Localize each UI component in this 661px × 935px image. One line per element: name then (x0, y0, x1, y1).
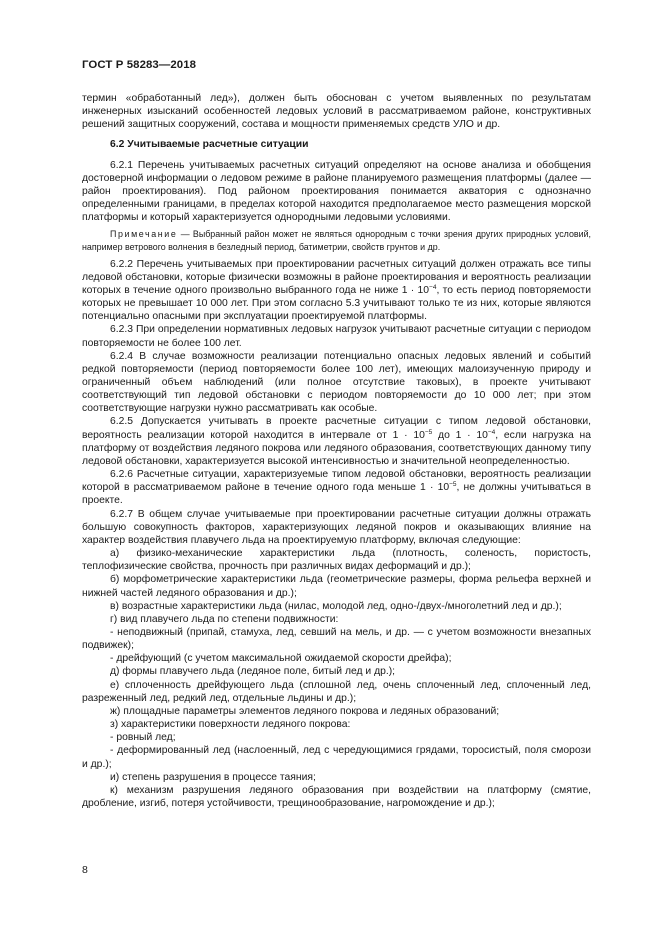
paragraph-6-2-6-part-a: 6.2.6 Расчетные ситуации, характеризуемые типом ледовой обстановки, вероятность реализации которой в рассматриваемом районе в течение одного года меньше 1 · 10 (82, 469, 591, 494)
exponent: −5 (449, 481, 457, 489)
list-item-z-sub-2: - деформированный лед (наслоенный, лед с чередующимися грядами, торосистый, поля сморози и др.); (82, 745, 591, 770)
list-item-g: г) вид плавучего льда по степени подвижности: (110, 613, 339, 625)
list-item-a: а) физико-механические характеристики льда (плотность, соленость, пористость, теплофизические свойства, прочность при различных видах деформаций и др.); (82, 548, 591, 573)
paragraph-6-2-2-part-b: , то есть период повторяемости которых не превышает 10 000 лет. При этом согласно 5.3 учитывают только те из них, которые являются потенциально опасными при эксплуатации проектируемой платформы. (82, 284, 591, 323)
list-item-z-sub-1: - ровный лед; (110, 732, 176, 744)
paragraph-6-2-5-part-c: , если нагрузка на платформу от воздействия ледяного покрова или ледяного образования, соответствующих данному типу ледовой обстановки, характеризуется высокой интенсивностью и значительной неопределенностью. (82, 429, 591, 467)
document-header: ГОСТ Р 58283—2018 (82, 59, 197, 71)
document-body (82, 92, 591, 810)
paragraph-6-2-2-part-a: 6.2.2 Перечень учитываемых при проектировании расчетных ситуаций должен отражать все типы ледовой обстановки, которые физически возможны в районе проектирования и вероятность реализации которых в течение одного произвольно выбранного года не ниже 1 · 10 (82, 258, 591, 296)
paragraph-6-2-1: 6.2.1 Перечень учитываемых расчетных ситуаций определяют на основе анализа и обобщения достоверной информации о ледовом режиме в районе планируемого размещения платформы (далее — район проектирования). Под районом проектирования понимается акватория с однозначно определенными границами, в пределах которой находится предполагаемое место размещения морской платформы и который характеризуется однородными ледовыми условиями. (82, 159, 591, 224)
list-item-g-sub-1: - неподвижный (припай, стамуха, лед, севший на мель, и др. — с учетом возможности внезапных подвижек); (82, 626, 591, 652)
list-item-g-sub-2: - дрейфующий (с учетом максимальной ожидаемой скорости дрейфа); (110, 653, 452, 665)
exponent: −4 (429, 283, 437, 291)
paragraph-6-2-2 (82, 258, 591, 324)
list-item-b: б) морфометрические характеристики льда (геометрические размеры, форма рельефа верхней и нижней частей ледяного образования и др.); (82, 574, 591, 599)
note (82, 228, 591, 252)
paragraph-6-2-7: 6.2.7 В общем случае учитываемые при проектировании расчетные ситуации должны отражать большую совокупность факторов, характеризующих ледяной покров и оказывающих влияние на характер воздействия плавучего льда на проектируемую платформу, включая следующие: (82, 508, 591, 546)
exponent: −4 (487, 428, 496, 436)
paragraph-6-2-6-part-b: , не должны учитываться в проекте. (82, 482, 591, 507)
paragraph-6-2-5-part-b: до 1 · 10 (432, 429, 488, 441)
list-item-k: к) механизм разрушения ледяного образования при воздействии на платформу (смятие, дробление, изгиб, потеря устойчивости, трещинообразование, нагромождение и др.); (82, 784, 591, 809)
note-text: — Выбранный район может не являться однородным с точки зрения других природных условий, например ветрового волнения в безледный период, батиметрии, свойств грунтов и др. (82, 229, 591, 252)
list-item-i: и) степень разрушения в процессе таяния; (110, 771, 316, 783)
exponent: −5 (424, 428, 433, 436)
list-item-d: д) формы плавучего льда (ледяное поле, битый лед и др.); (110, 666, 396, 678)
paragraph-6-2-6 (82, 468, 591, 507)
paragraph-6-2-5-part-a: 6.2.5 Допускается учитывать в проекте расчетные ситуации с типом ледовой обстановки, вероятность реализации которой находится в интервале от 1 · 10 (82, 416, 591, 441)
paragraph-6-2-5 (82, 415, 591, 468)
section-title: 6.2 Учитываемые расчетные ситуации (110, 139, 309, 151)
list-item-v: в) возрастные характеристики льда (нилас, молодой лед, одно-/двух-/многолетний лед и др.); (110, 600, 562, 612)
page-number: 8 (82, 864, 88, 876)
list-item-z: з) характеристики поверхности ледяного покрова: (110, 719, 351, 731)
list-item-zh: ж) площадные параметры элементов ледяного покрова и ледяных образований; (110, 705, 500, 717)
intro-paragraph: термин «обработанный лед»), должен быть обоснован с учетом выявленных по результатам инженерных изысканий особенностей ледовых условий в рассматриваемом районе, конструктивных решений защитных сооружений, состава и мощности применяемых средств УЛО и др. (82, 93, 591, 131)
paragraph-6-2-4: 6.2.4 В случае возможности реализации потенциально опасных ледовых явлений и событий редкой повторяемости (период повторяемости более 100 лет), имеющих малоизученную природу и ограниченный объем наблюдений (или полное отсутствие таковых), в проекте учитывают соответствующий тип ледовой обстановки с периодом повторяемости до 10 000 лет; при этом соответствующие нагрузки нужно рассматривать как особые. (82, 350, 591, 415)
note-label: Примечание (110, 229, 178, 240)
list-item-e: е) сплоченность дрейфующего льда (сплошной лед, очень сплоченный лед, сплоченный лед, разреженный лед, редкий лед, отдельные льдины и др.); (82, 679, 591, 704)
paragraph-6-2-3: 6.2.3 При определении нормативных ледовых нагрузок учитывают расчетные ситуации с периодом повторяемости не более 100 лет. (82, 324, 591, 349)
